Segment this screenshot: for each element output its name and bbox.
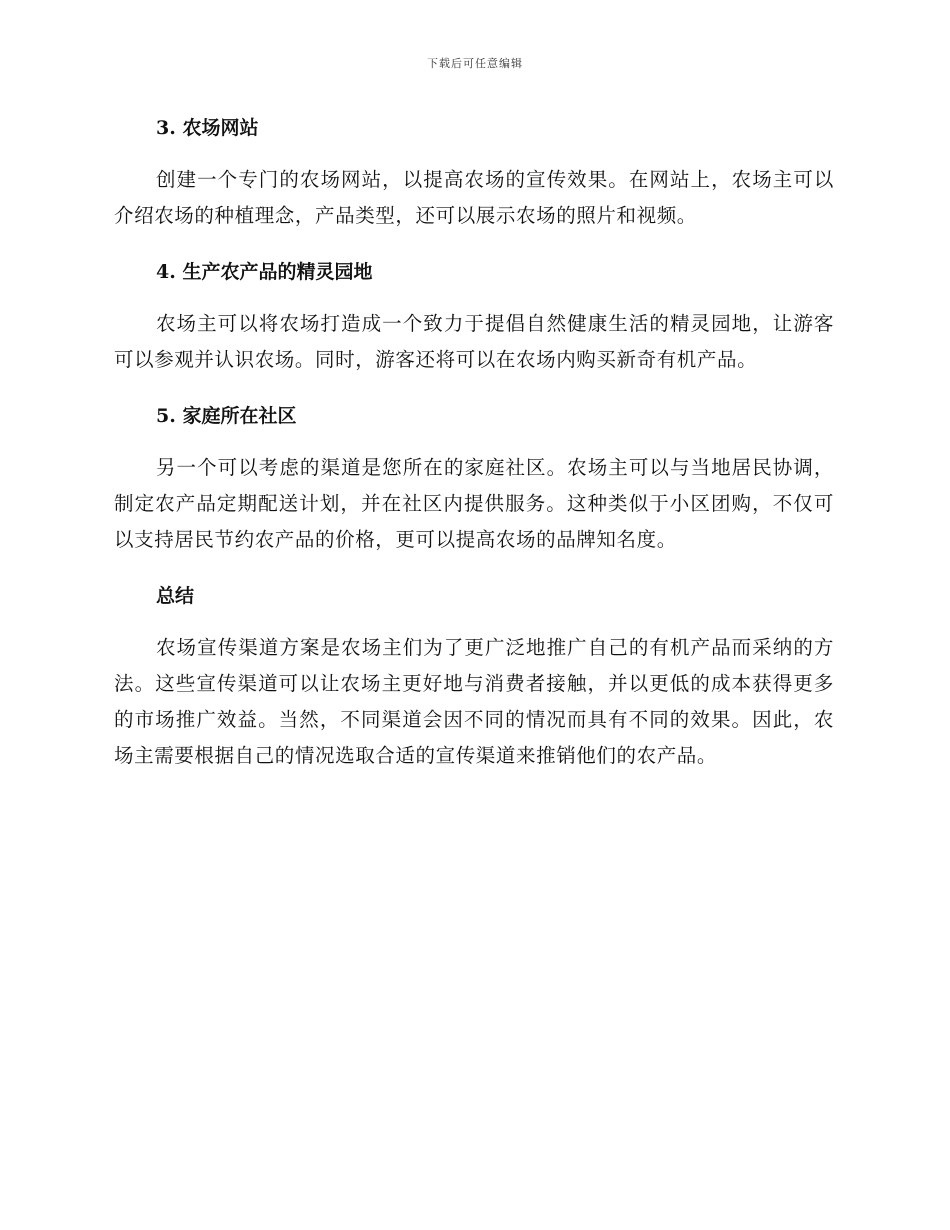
section-summary <box>114 580 834 774</box>
section-heading: 4. 生产农产品的精灵园地 <box>156 261 373 283</box>
document-body <box>114 112 834 796</box>
section-paragraph: 农场主可以将农场打造成一个致力于提倡自然健康生活的精灵园地，让游客可以参观并认识农场。同时，游客还将可以在农场内购买新奇有机产品。 <box>114 312 834 371</box>
section-paragraph: 农场宣传渠道方案是农场主们为了更广泛地推广自己的有机产品而采纳的方法。这些宣传渠道可以让农场主更好地与消费者接触，并以更低的成本获得更多的市场推广效益。当然，不同渠道会因不同的情况而具有不同的效果。因此，农场主需要根据自己的情况选取合适的宣传渠道来推销他们的农产品。 <box>114 636 834 767</box>
section-paragraph: 另一个可以考虑的渠道是您所在的家庭社区。农场主可以与当地居民协调，制定农产品定期配送计划，并在社区内提供服务。这种类似于小区团购，不仅可以支持居民节约农产品的价格，更可以提高农场的品牌知名度。 <box>114 456 834 551</box>
section-heading: 3. 农场网站 <box>156 117 259 139</box>
section-elf-garden <box>114 256 834 378</box>
section-home-community <box>114 400 834 558</box>
section-farm-website <box>114 112 834 234</box>
section-heading: 5. 家庭所在社区 <box>156 405 297 427</box>
header-note: 下载后可任意编辑 <box>427 57 523 70</box>
section-heading: 总结 <box>156 585 195 607</box>
section-paragraph: 创建一个专门的农场网站，以提高农场的宣传效果。在网站上，农场主可以介绍农场的种植理念，产品类型，还可以展示农场的照片和视频。 <box>114 168 834 227</box>
